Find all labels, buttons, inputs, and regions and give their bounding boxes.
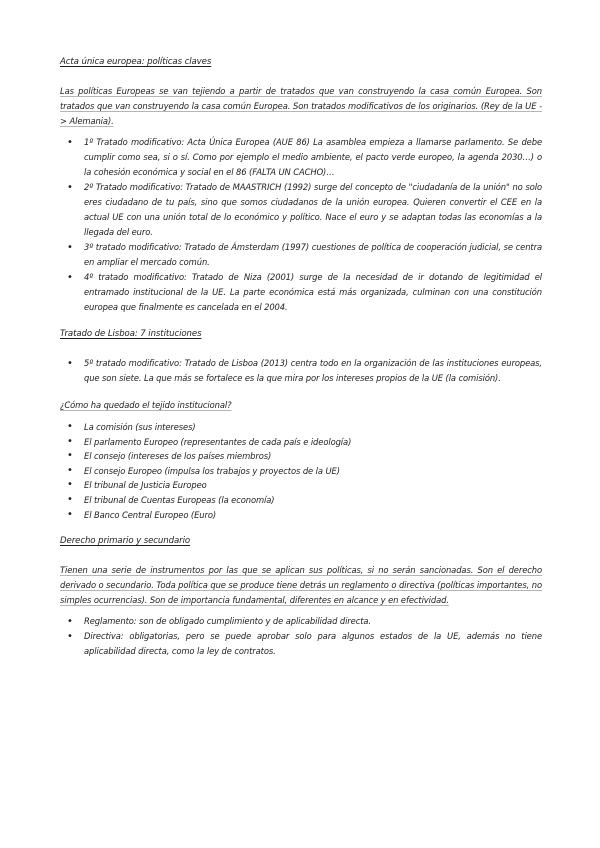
- paragraph-derecho: Tienen una serie de instrumentos por las que se aplican sus políticas, si no serán sancionadas. Son el derecho derivado o secundario. Toda política que se produce tiene detrás un reglamento o directiva (políticas importantes, no simples ocurrencias). Son de importancia fundamental, diferentes en alcance y en efectividad.: [60, 565, 542, 606]
- list-item-tribunal-justicia: • El tribunal de Justicia Europeo: [84, 478, 542, 493]
- section-heading-lisboa: Tratado de Lisboa: 7 instituciones: [60, 329, 202, 339]
- section-heading-acta-unica: Acta única europea: políticas claves: [60, 57, 212, 67]
- list-item-tratado-3: • 3º tratado modificativo: Tratado de Ámsterdam (1997) cuestiones de política de cooperación judicial, se centra en ampliar el mercado común.: [84, 240, 542, 270]
- derecho-list: [60, 614, 542, 659]
- list-item-banco-central: • El Banco Central Europeo (Euro): [84, 508, 542, 523]
- list-item-comision: • La comisión (sus intereses): [84, 420, 542, 435]
- list-item-tratado-2: • 2º Tratado modificativo: Tratado de MAASTRICH (1992) surge del concepto de "ciudadanía de la unión" no solo eres ciudadano de tu país, sino que somos ciudadanos de la unión europea. Quieren convertir el CEE en la actual UE con una unión total de lo económico y político. Nace el euro y se adaptan todas las economías a la llegada del euro.: [84, 180, 542, 240]
- list-item-tratado-1: • 1º Tratado modificativo: Acta Única Europea (AUE 86) La asamblea empieza a llamarse parlamento. Se debe cumplir como sea, si o sí. Como por ejemplo el medio ambiente, el pacto verde europeo, la agenda 2030…) o la cohesión económica y social en el 86 (FALTA UN CACHO)…: [84, 135, 542, 180]
- institutional-question: ¿Cómo ha quedado el tejido institucional?: [60, 400, 232, 410]
- list-item-parlamento: • El parlamento Europeo (representantes de cada país e ideología): [84, 435, 542, 450]
- list-item-consejo-europeo: • El consejo Europeo (impulsa los trabajos y proyectos de la UE): [84, 464, 542, 479]
- list-item-tribunal-cuentas: • El tribunal de Cuentas Europeas (la economía): [84, 493, 542, 508]
- list-item-tratado-5: • 5º tratado modificativo: Tratado de Lisboa (2013) centra todo en la organización de las instituciones europeas, que son siete. La que más se fortalece es la que mira por los intereses propios de la UE (la comisión).: [84, 356, 542, 386]
- tratados-list: [60, 135, 542, 315]
- institutions-list: [60, 420, 542, 522]
- list-item-tratado-4: • 4º tratado modificativo: Tratado de Niza (2001) surge de la necesidad de ir dotando de legitimidad el entramado institucional de la UE. La parte económica está más organizada, culminan con una constitución europea que finalmente es cancelada en el 2004.: [84, 270, 542, 315]
- paragraph-intro-tratados: Las políticas Europeas se van tejiendo a partir de tratados que van construyendo la casa común Europea. Son tratados que van construyendo la casa común Europea. Son tratados modificativos de los originarios. (Rey de la UE -> Alemania).: [60, 86, 542, 126]
- section-heading-derecho: Derecho primario y secundario: [60, 536, 191, 547]
- list-item-directiva: • Directiva: obligatorias, pero se puede aprobar solo para algunos estados de la UE, además no tiene aplicabilidad directa, como la ley de contratos.: [84, 629, 542, 659]
- lisboa-list: [60, 356, 542, 386]
- document-page: [60, 55, 542, 671]
- list-item-consejo: • El consejo (intereses de los países miembros): [84, 449, 542, 464]
- list-item-reglamento: • Reglamento: son de obligado cumplimiento y de aplicabilidad directa.: [84, 614, 542, 629]
